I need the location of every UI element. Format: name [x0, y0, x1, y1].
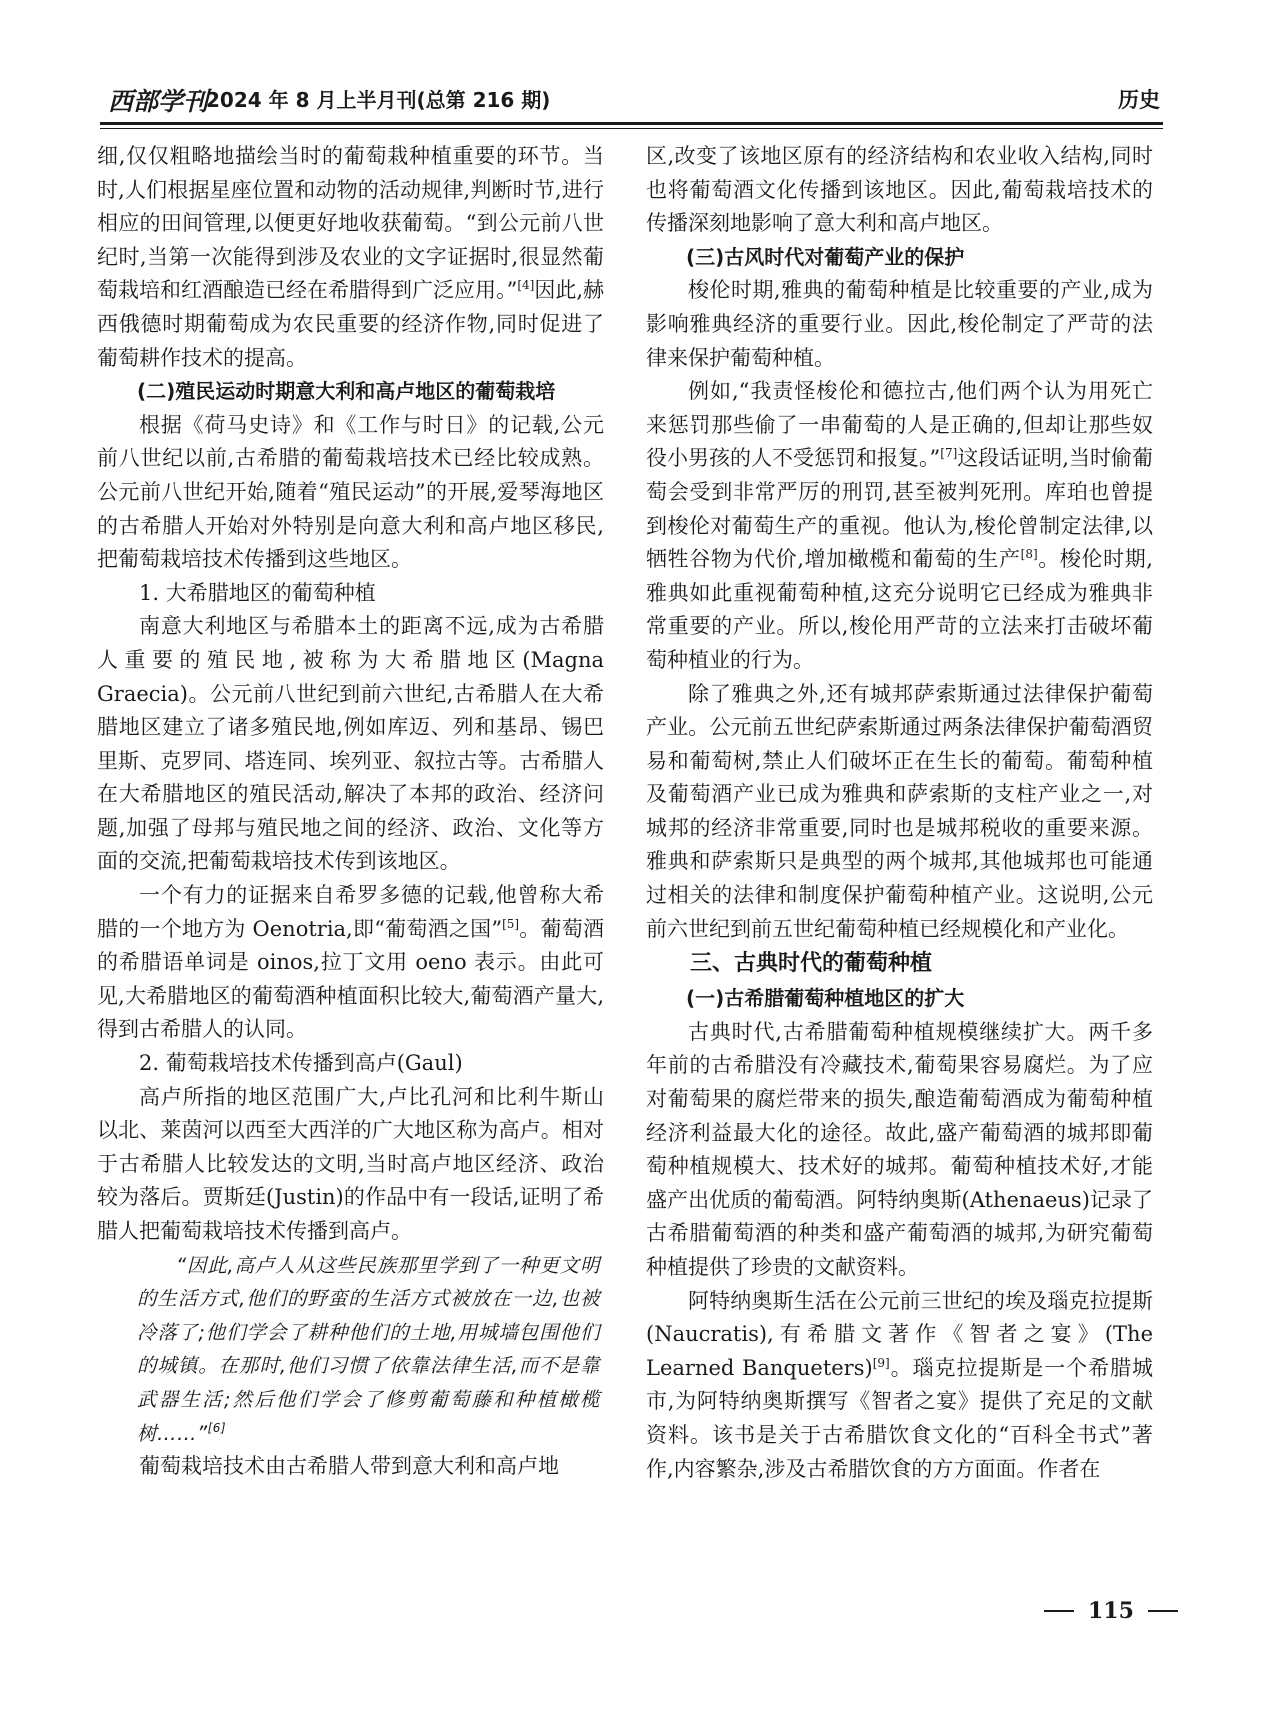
- subsection-heading: 2. 葡萄栽培技术传播到高卢(Gaul): [139, 1051, 463, 1076]
- section-label: 历史: [1118, 88, 1160, 112]
- citation-ref: [7]: [940, 446, 958, 461]
- header-rule-thin: [100, 128, 1163, 129]
- block-quote: “因此,高卢人从这些民族那里学到了一种更文明的生活方式,他们的野蛮的生活方式被放在一边,也被冷落了;他们学会了耕种他们的土地,用城墙包围他们的城镇。在那时,他们习惯了依靠法律生活,而不是靠武器生活;然后他们学会了修剪葡萄藤和种植橄榄树……”[6]: [137, 1253, 600, 1445]
- left-column: [97, 140, 604, 1484]
- citation-ref: [4]: [517, 278, 535, 293]
- paragraph: 古典时代,古希腊葡萄种植规模继续扩大。两千多年前的古希腊没有冷藏技术,葡萄果容易腐烂。为了应对葡萄果的腐烂带来的损失,酿造葡萄酒成为葡萄种植经济利益最大化的途径。故此,盛产葡萄酒的城邦即葡萄种植规模大、技术好的城邦。葡萄种植技术好,才能盛产出优质的葡萄酒。阿特纳奥斯(Athenaeus)记录了古希腊葡萄酒的种类和盛产葡萄酒的城邦,为研究葡萄种植提供了珍贵的文献资料。: [646, 1019, 1153, 1279]
- paragraph: 除了雅典之外,还有城邦萨索斯通过法律保护葡萄产业。公元前五世纪萨索斯通过两条法律保护葡萄酒贸易和葡萄树,禁止人们破坏正在生长的葡萄。葡萄种植及葡萄酒产业已成为雅典和萨索斯的支柱产业之一,对城邦的经济非常重要,同时也是城邦税收的重要来源。雅典和萨索斯只是典型的两个城邦,其他城邦也可能通过相关的法律和制度保护葡萄种植产业。这说明,公元前六世纪到前五世纪葡萄种植已经规模化和产业化。: [646, 681, 1153, 941]
- header-rule-thick: [100, 122, 1163, 125]
- issue-info: 2024 年 8 月上半月刊(总第 216 期): [206, 88, 551, 112]
- paragraph: 葡萄栽培技术由古希腊人带到意大利和高卢地: [139, 1454, 559, 1479]
- chapter-heading: 三、古典时代的葡萄种植: [690, 951, 933, 977]
- paragraph: 一个有力的证据来自希罗多德的记载,他曾称大希腊的一个地方为 Oenotria,即“葡萄酒之国”[5]。葡萄酒的希腊语单词是 oinos,拉丁文用 oeno 表示。由此可见,大希腊地区的葡萄酒种植面积比较大,葡萄酒产量大,得到古希腊人的认同。: [97, 883, 604, 1042]
- citation-ref: [6]: [207, 1420, 227, 1435]
- paragraph: 例如,“我责怪梭伦和德拉古,他们两个认为用死亡来惩罚那些偷了一串葡萄的人是正确的,但却让那些奴役小男孩的人不受惩罚和报复。”[7]这段话证明,当时偷葡萄会受到非常严厉的刑罚,甚至被判死刑。库珀也曾提到梭伦对葡萄生产的重视。他认为,梭伦曾制定法律,以牺牲谷物为代价,增加橄榄和葡萄的生产[8]。梭伦时期,雅典如此重视葡萄种植,这充分说明它已经成为雅典非常重要的产业。所以,梭伦用严苛的立法来打击破坏葡萄种植业的行为。: [646, 379, 1153, 672]
- citation-ref: [8]: [1020, 547, 1038, 562]
- citation-ref: [9]: [872, 1355, 890, 1370]
- page-header: [108, 80, 1160, 120]
- dash-right: [1148, 1610, 1178, 1612]
- page-number-value: 115: [1088, 1598, 1134, 1624]
- paragraph: 阿特纳奥斯生活在公元前三世纪的埃及瑙克拉提斯(Naucratis),有希腊文著作《智者之宴》(The Learned Banqueters)[9]。瑙克拉提斯是一个希腊城市,为阿特纳奥斯撰写《智者之宴》提供了充足的文献资料。该书是关于古希腊饮食文化的“百科全书式”著作,内容繁杂,涉及古希腊饮食的方方面面。作者在: [646, 1288, 1154, 1481]
- section-heading: (二)殖民运动时期意大利和高卢地区的葡萄栽培: [137, 379, 556, 404]
- section-heading: (一)古希腊葡萄种植地区的扩大: [686, 986, 965, 1011]
- subsection-heading: 1. 大希腊地区的葡萄种植: [139, 580, 376, 605]
- citation-ref: [5]: [502, 916, 520, 931]
- paragraph: 细,仅仅粗略地描绘当时的葡萄栽种植重要的环节。当时,人们根据星座位置和动物的活动规律,判断时节,进行相应的田间管理,以便更好地收获葡萄。“到公元前八世纪时,当第一次能得到涉及农业的文字证据时,很显然葡萄栽培和红酒酿造已经在希腊得到广泛应用。”[4]因此,赫西俄德时期葡萄成为农民重要的经济作物,同时促进了葡萄耕作技术的提高。: [97, 144, 605, 370]
- paragraph: 区,改变了该地区原有的经济结构和农业收入结构,同时也将葡萄酒文化传播到该地区。因此,葡萄栽培技术的传播深刻地影响了意大利和高卢地区。: [646, 144, 1153, 236]
- paragraph: 根据《荷马史诗》和《工作与时日》的记载,公元前八世纪以前,古希腊的葡萄栽培技术已经比较成熟。公元前八世纪开始,随着“殖民运动”的开展,爱琴海地区的古希腊人开始对外特别是向意大利和高卢地区移民,把葡萄栽培技术传播到这些地区。: [97, 412, 604, 572]
- page-number: [1044, 1598, 1178, 1624]
- right-column: [646, 140, 1153, 1486]
- section-heading: (三)古风时代对葡萄产业的保护: [686, 244, 965, 269]
- dash-left: [1044, 1610, 1074, 1612]
- paragraph: 高卢所指的地区范围广大,卢比孔河和比利牛斯山以北、莱茵河以西至大西洋的广大地区称为高卢。相对于古希腊人比较发达的文明,当时高卢地区经济、政治较为落后。贾斯廷(Justin)的作品中有一段话,证明了希腊人把葡萄栽培技术传播到高卢。: [97, 1084, 604, 1243]
- paragraph: 梭伦时期,雅典的葡萄种植是比较重要的产业,成为影响雅典经济的重要行业。因此,梭伦制定了严苛的法律来保护葡萄种植。: [646, 278, 1153, 370]
- journal-logo: 西部学刊: [108, 87, 209, 116]
- paragraph: 南意大利地区与希腊本土的距离不远,成为古希腊人重要的殖民地,被称为大希腊地区(Magna Graecia)。公元前八世纪到前六世纪,古希腊人在大希腊地区建立了诸多殖民地,例如库迈、列和基昂、锡巴里斯、克罗同、塔连同、埃列亚、叙拉古等。古希腊人在大希腊地区的殖民活动,解决了本邦的政治、经济问题,加强了母邦与殖民地之间的经济、政治、文化等方面的交流,把葡萄栽培技术传到该地区。: [97, 614, 604, 874]
